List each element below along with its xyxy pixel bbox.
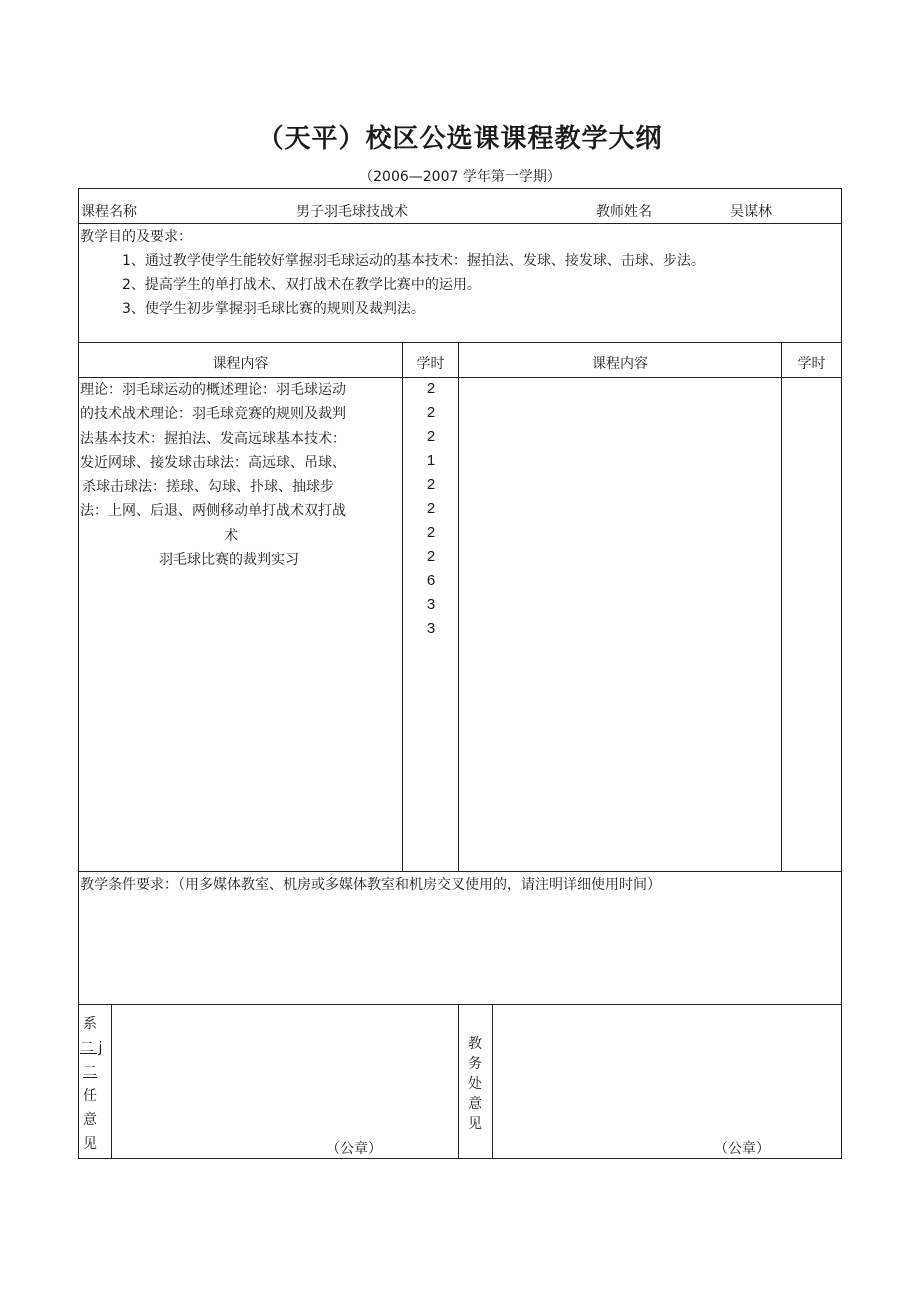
table-border-left bbox=[78, 188, 79, 1159]
hours-value: 2 bbox=[426, 524, 436, 541]
label-char: 二 bbox=[83, 1064, 97, 1080]
conditions-text: 教学条件要求：（用多媒体教室、机房或多媒体教室和机房交叉使用的，请注明详细使用时间） bbox=[80, 877, 661, 893]
content-line: 杀球击球法：搓球、勾球、扑球、抽球步 bbox=[82, 479, 334, 496]
label-char: 任 bbox=[83, 1088, 97, 1104]
objective-item: 3、使学生初步掌握羽毛球比赛的规则及裁判法。 bbox=[122, 301, 425, 317]
teacher-name-value: 吴谋林 bbox=[730, 204, 772, 220]
hours-value: 2 bbox=[426, 404, 436, 421]
table-col-divider bbox=[458, 342, 459, 871]
hours-value: 3 bbox=[426, 620, 436, 637]
label-char: 系 bbox=[83, 1016, 97, 1032]
label-char: 务 bbox=[468, 1056, 482, 1072]
table-border-right bbox=[841, 188, 842, 1159]
col-header-hours: 学时 bbox=[416, 356, 445, 372]
content-line: 法：上网、后退、两侧移动单打战术双打战 bbox=[80, 503, 346, 520]
content-line: 的技术战术理论：羽毛球竞赛的规则及裁判 bbox=[80, 406, 346, 423]
label-char: 见 bbox=[83, 1136, 97, 1152]
objective-item: 2、提高学生的单打战术、双打战术在教学比赛中的运用。 bbox=[122, 277, 481, 293]
table-border-top bbox=[78, 188, 842, 189]
label-char: 教 bbox=[468, 1036, 482, 1052]
hours-value: 2 bbox=[426, 500, 436, 517]
table-rule bbox=[78, 871, 842, 872]
hours-value: 3 bbox=[426, 596, 436, 613]
content-line: 发近网球、接发球击球法：高远球、吊球、 bbox=[80, 454, 346, 471]
table-rule bbox=[78, 1004, 842, 1005]
office-opinion-label bbox=[465, 1034, 485, 1134]
course-name-value: 男子羽毛球技战术 bbox=[296, 204, 408, 220]
hours-value: 2 bbox=[426, 548, 436, 565]
hours-value: 2 bbox=[426, 476, 436, 493]
label-char: 意 bbox=[83, 1112, 97, 1128]
office-seal: （公章） bbox=[714, 1141, 770, 1157]
objectives-heading: 教学目的及要求： bbox=[80, 229, 192, 245]
page-title: （天平）校区公选课课程教学大纲 bbox=[257, 124, 663, 154]
hours-value: 2 bbox=[426, 428, 436, 445]
teacher-name-label: 教师姓名 bbox=[596, 204, 652, 220]
label-char: 意 bbox=[468, 1096, 482, 1112]
col-header-content-2: 课程内容 bbox=[592, 356, 648, 372]
course-content-text bbox=[80, 378, 402, 572]
table-col-divider bbox=[492, 1004, 493, 1158]
content-line: 羽毛球比赛的裁判实习 bbox=[159, 552, 299, 569]
content-line: 法基本技术：握拍法、发高远球基本技术： bbox=[80, 430, 346, 447]
table-col-divider bbox=[111, 1004, 112, 1158]
hours-value: 1 bbox=[426, 452, 436, 469]
hours-value: 6 bbox=[426, 572, 436, 589]
col-header-content: 课程内容 bbox=[212, 356, 269, 372]
content-line: 理论：羽毛球运动的概述理论：羽毛球运动 bbox=[80, 382, 346, 398]
dept-seal: （公章） bbox=[326, 1141, 382, 1157]
table-col-divider bbox=[458, 1004, 459, 1158]
hours-column bbox=[404, 377, 458, 641]
table-col-divider bbox=[781, 342, 782, 871]
label-char: 见 bbox=[468, 1116, 482, 1132]
table-col-divider bbox=[402, 342, 403, 871]
dept-opinion-label bbox=[80, 1012, 103, 1156]
col-header-hours-2: 学时 bbox=[797, 356, 826, 372]
course-name-label: 课程名称 bbox=[81, 204, 137, 220]
objective-item: 1、通过教学使学生能较好掌握羽毛球运动的基本技术：握拍法、发球、接发球、击球、步法。 bbox=[122, 253, 705, 269]
semester-subtitle: （2006—2007 学年第一学期） bbox=[359, 169, 561, 185]
label-char: 二 j bbox=[80, 1040, 103, 1056]
label-char: 处 bbox=[468, 1076, 482, 1092]
content-line: 术 bbox=[224, 527, 238, 544]
hours-value: 2 bbox=[426, 380, 436, 397]
table-rule bbox=[78, 223, 842, 224]
table-rule bbox=[78, 342, 842, 343]
